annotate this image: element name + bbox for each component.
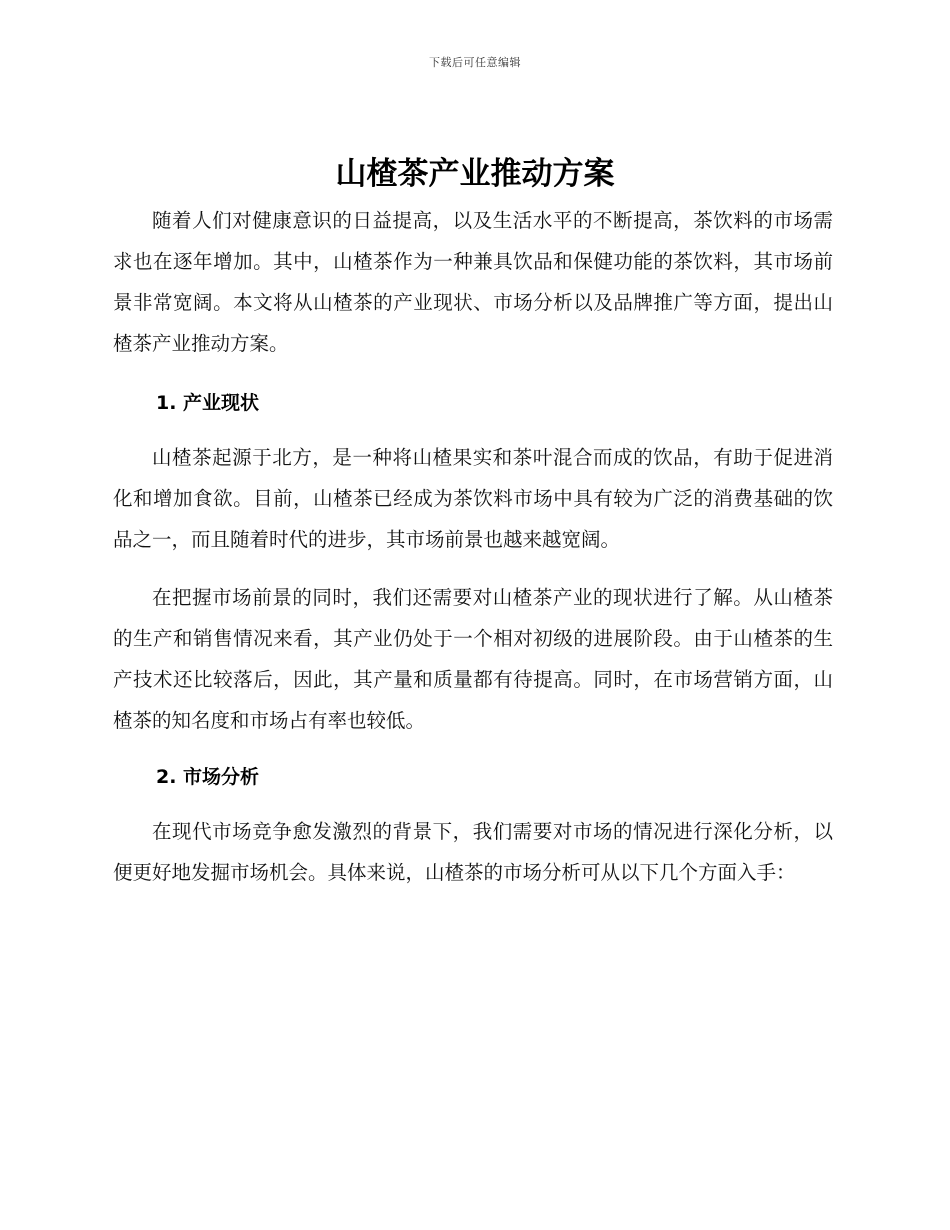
section-heading-industry-status: 1. 产业现状 [156,392,260,414]
document-title: 山楂茶产业推动方案 [335,156,615,192]
intro-paragraph: 随着人们对健康意识的日益提高，以及生活水平的不断提高，茶饮料的市场需求也在逐年增加。其中，山楂茶作为一种兼具饮品和保健功能的茶饮料，其市场前景非常宽阔。本文将从山楂茶的产业现状、市场分析以及品牌推广等方面，提出山楂茶产业推动方案。 [113,209,833,355]
body-paragraph: 山楂茶起源于北方，是一种将山楂果实和茶叶混合而成的饮品，有助于促进消化和增加食欲。目前，山楂茶已经成为茶饮料市场中具有较为广泛的消费基础的饮品之一，而且随着时代的进步，其市场前景也越来越宽阔。 [113,446,833,551]
body-paragraph: 在把握市场前景的同时，我们还需要对山楂茶产业的现状进行了解。从山楂茶的生产和销售情况来看，其产业仍处于一个相对初级的进展阶段。由于山楂茶的生产技术还比较落后，因此，其产量和质量都有待提高。同时，在市场营销方面，山楂茶的知名度和市场占有率也较低。 [113,586,833,732]
running-header: 下载后可任意编辑 [429,56,521,69]
body-paragraph: 在现代市场竞争愈发激烈的背景下，我们需要对市场的情况进行深化分析，以便更好地发掘市场机会。具体来说，山楂茶的市场分析可从以下几个方面入手： [113,820,833,884]
section-heading-market-analysis: 2. 市场分析 [156,766,260,788]
